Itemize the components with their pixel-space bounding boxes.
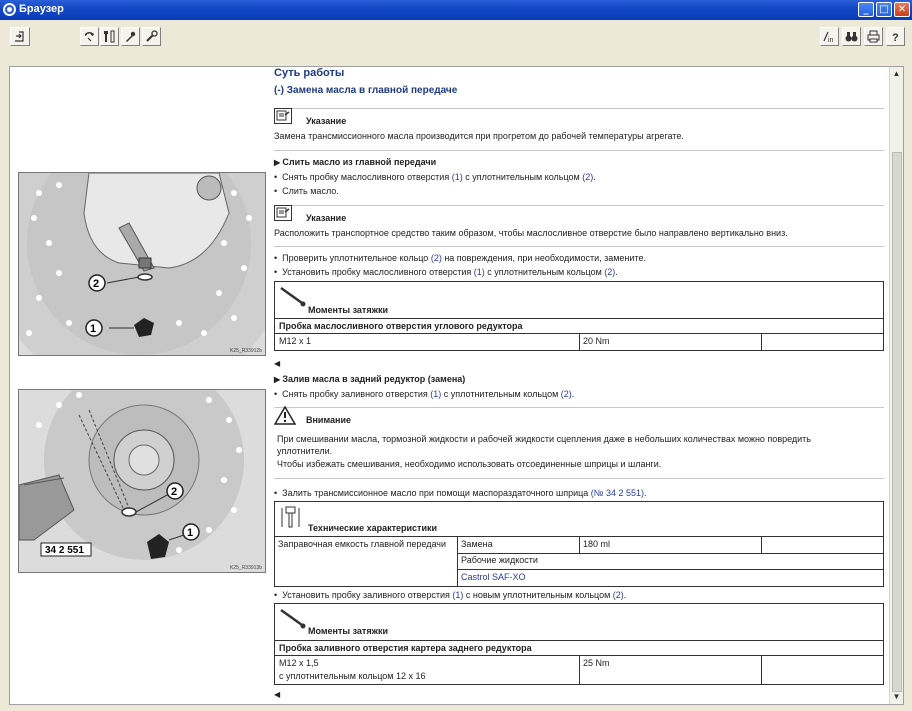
divider xyxy=(274,478,884,479)
wrench-icon[interactable] xyxy=(142,27,161,46)
warning-icon xyxy=(274,406,296,425)
spec-row-2: Рабочие жидкости xyxy=(461,555,538,565)
note-title: Указание xyxy=(306,116,347,126)
content-frame[interactable] xyxy=(9,66,904,705)
pen-icon[interactable] xyxy=(121,27,140,46)
spec-label: Заправочная емкость главной передачи xyxy=(278,539,446,549)
page-subtitle: (-) Замена масла в главной передаче xyxy=(274,85,458,96)
wrench-icon xyxy=(278,607,308,629)
fig2-label-2: 2 xyxy=(171,486,178,498)
back-arrow[interactable]: ◀ xyxy=(274,690,281,699)
note-icon xyxy=(274,205,292,221)
back-arrow[interactable]: ◀ xyxy=(274,359,281,368)
index-icon[interactable] xyxy=(820,27,839,46)
specs-table xyxy=(274,501,884,587)
phone-icon[interactable] xyxy=(80,27,99,46)
table-row-name: Пробка заливного отверстия картера заднего редуктора xyxy=(279,643,532,653)
torque-size: M12 x 1 xyxy=(279,336,312,346)
torque-size-note: с уплотнительным кольцом 12 x 16 xyxy=(279,671,426,681)
step-remove-fill-plug: • Снять пробку заливного отверстия (1) с уплотнительным кольцом (2). xyxy=(274,389,574,399)
divider xyxy=(274,246,884,247)
torque-table xyxy=(274,603,884,685)
step-drain-oil: • Слить масло. xyxy=(274,186,339,196)
scroll-up-icon[interactable]: ▲ xyxy=(892,69,901,78)
divider xyxy=(274,108,884,109)
warning-title: Внимание xyxy=(306,415,351,425)
wrench-icon xyxy=(278,285,308,307)
step-install-plug: • Установить пробку маслосливного отверстия (1) с уплотнительным кольцом (2). xyxy=(274,267,618,277)
spec-row-1: Замена xyxy=(461,539,493,549)
table-row-name: Пробка маслосливного отверстия углового редуктора xyxy=(279,321,523,331)
toolbar xyxy=(0,20,912,58)
fig1-label-1: 1 xyxy=(90,323,97,335)
torque-table xyxy=(274,281,884,351)
step-remove-plug: • Снять пробку маслосливного отверстия (1) с уплотнительным кольцом (2). xyxy=(274,172,596,182)
spec-value: 180 ml xyxy=(583,539,611,549)
section-drain[interactable]: ▶ Слить масло из главной передачи xyxy=(274,157,437,167)
measure-icon xyxy=(280,505,302,535)
torque-value: 20 Nm xyxy=(583,336,610,346)
section-fill[interactable]: ▶ Залив масла в задний редуктор (замена) xyxy=(274,374,466,384)
minimize-button[interactable]: _ xyxy=(858,2,874,17)
note-title: Указание xyxy=(306,213,347,223)
scroll-down-icon[interactable]: ▼ xyxy=(892,692,901,701)
torque-value: 25 Nm xyxy=(583,658,610,668)
warning-text: При смешивании масла, тормозной жидкости и рабочей жидкости сцепления даже в небольших количествах можно повредить уплотнители. xyxy=(277,434,811,456)
binoculars-icon[interactable] xyxy=(842,27,861,46)
tools-icon[interactable] xyxy=(100,27,119,46)
fig2-label-1: 1 xyxy=(187,527,194,539)
page-title: Суть работы xyxy=(274,67,345,79)
spec-oil-link[interactable]: Castrol SAF-XO xyxy=(461,572,526,582)
figure-fill-plug xyxy=(18,389,266,573)
vertical-scrollbar[interactable] xyxy=(889,67,903,704)
close-button[interactable]: ✕ xyxy=(894,2,910,17)
exit-icon[interactable] xyxy=(10,27,30,46)
fig1-label-2: 2 xyxy=(93,278,100,290)
print-icon[interactable] xyxy=(864,27,883,46)
divider xyxy=(274,407,884,408)
divider xyxy=(274,150,884,151)
step-fill-oil: • Залить трансмиссионное масло при помощи маспораздаточного шприца (№ 34 2 551). xyxy=(274,488,647,498)
help-icon[interactable] xyxy=(886,27,905,46)
divider xyxy=(274,205,884,206)
window-title: Браузер xyxy=(19,3,64,15)
figure-drain-plug xyxy=(18,172,266,356)
note-icon xyxy=(274,108,292,124)
note-text: Замена трансмиссионного масла производится при прогретом до рабочей температуры агрегате. xyxy=(274,131,684,141)
svg-text:?: ? xyxy=(892,32,899,44)
torque-size: M12 x 1,5 xyxy=(279,658,319,668)
table-title: Моменты затяжки xyxy=(308,626,389,636)
fig2-tool-label: 34 2 551 xyxy=(45,545,84,556)
step-check-ring: • Проверить уплотнительное кольцо (2) на повреждения, при необходимости, замените. xyxy=(274,253,646,263)
svg-text:in: in xyxy=(828,37,834,44)
step-install-fill-plug: • Установить пробку заливного отверстия (1) с новым уплотнительным кольцом (2). xyxy=(274,590,626,600)
figure-code: K25_R33912b xyxy=(230,348,262,354)
table-title: Моменты затяжки xyxy=(308,305,389,315)
table-title: Технические характеристики xyxy=(308,523,438,533)
warning-text-2: Чтобы избежать смешивания, необходимо использовать отсоединенные шприцы и шланги. xyxy=(277,459,662,469)
figure-code: K25_R33913b xyxy=(230,565,262,571)
title-bar xyxy=(0,0,912,20)
app-icon xyxy=(3,3,16,16)
note-text: Расположить транспортное средство таким образом, чтобы маслосливное отверстие было направлено вертикально вниз. xyxy=(274,228,788,238)
maximize-button[interactable]: □ xyxy=(876,2,892,17)
scroll-thumb[interactable] xyxy=(892,152,902,692)
